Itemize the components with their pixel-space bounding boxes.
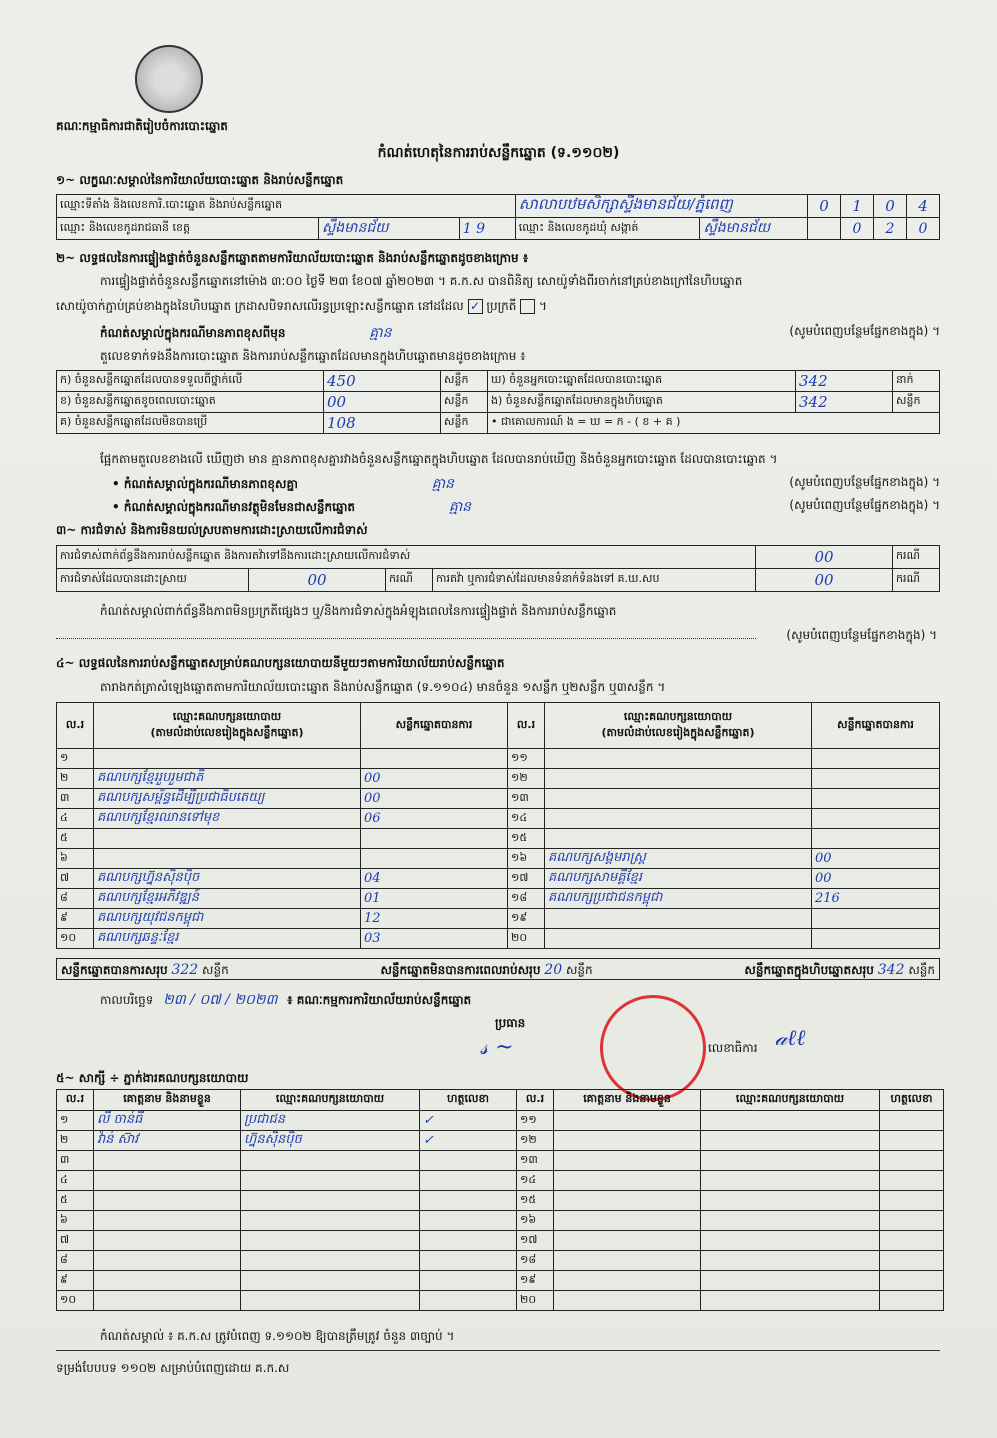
party-name xyxy=(94,849,361,869)
vote-count xyxy=(812,909,940,929)
vote-count xyxy=(361,829,508,849)
col-party-title: ឈ្មោះគណបក្សនយោបាយ xyxy=(172,709,282,723)
witness-signature xyxy=(880,1111,944,1131)
objection-table xyxy=(56,545,940,592)
row-number: ៣ xyxy=(57,1151,94,1171)
section3-note-suffix: (សូមបំពេញបន្ថែមផ្នែកខាងក្នុង) ។ xyxy=(786,628,937,642)
row-number: ១៤ xyxy=(508,809,545,829)
witness-party: ប្រជាជន xyxy=(241,1111,420,1131)
col-no: ល.រ xyxy=(508,703,545,749)
witness-name xyxy=(94,1151,241,1171)
totals-row xyxy=(56,958,940,980)
witness-name xyxy=(554,1171,701,1191)
count-value-c: 108 xyxy=(324,413,441,434)
row-number: ៩ xyxy=(57,909,94,929)
count-value-e: 342 xyxy=(796,392,893,413)
vote-count: 01 xyxy=(361,889,508,909)
table-row xyxy=(57,1151,944,1171)
table-row xyxy=(57,829,940,849)
objection-value: 00 xyxy=(756,546,893,569)
witness-name xyxy=(94,1191,241,1211)
col-no: ល.រ xyxy=(57,703,94,749)
secretary-label: លេខាធិការ xyxy=(708,1041,758,1055)
appeal-value: 00 xyxy=(756,569,893,592)
witness-signature: ✓ xyxy=(420,1111,517,1131)
total-invalid-value: 20 xyxy=(544,962,563,978)
total-ballots xyxy=(744,959,935,979)
footer-text: ទម្រង់បែបបទ ១១០២ សម្រាប់បំពេញដោយ គ.ក.ស xyxy=(56,1361,290,1375)
row-number: ១ xyxy=(57,749,94,769)
party-name xyxy=(545,769,812,789)
dotted-line xyxy=(56,638,756,639)
row-number: ៨ xyxy=(57,1251,94,1271)
vote-count xyxy=(812,929,940,949)
witness-name xyxy=(94,1291,241,1311)
count-unit: នាក់ xyxy=(893,371,940,392)
results-body xyxy=(57,749,940,949)
note1-label: កំណត់សម្គាល់ក្នុងករណីមានភាពខុសពីមុន xyxy=(100,326,286,340)
witness-party xyxy=(241,1271,420,1291)
table-row xyxy=(57,849,940,869)
unit: ករណី xyxy=(893,546,940,569)
row-number: ១០ xyxy=(57,929,94,949)
witness-name xyxy=(554,1291,701,1311)
witness-party xyxy=(701,1151,880,1171)
org-name: គណៈកម្មាធិការជាតិរៀបចំការបោះឆ្នោត xyxy=(56,119,228,133)
witness-name xyxy=(554,1151,701,1171)
section3-note: កំណត់សម្គាល់ពាក់ព័ន្ធនឹងភាពមិនប្រក្រតីផ្សេងៗ ឬ/និងការជំទាស់ក្នុងអំឡុងពេលនៃការផ្ទៀងផ្ទាត់ និងការរាប់សន្លឹកឆ្នោត xyxy=(100,604,617,618)
date-line xyxy=(100,990,471,1011)
section5-heading: ៥~ សាក្សី ÷ ភ្នាក់ងារគណបក្សនយោបាយ xyxy=(56,1071,249,1085)
total-ballots-value: 342 xyxy=(877,962,905,978)
party-name xyxy=(545,749,812,769)
official-seal xyxy=(600,995,706,1101)
table-row xyxy=(57,769,940,789)
col-party-sub: (តាមលំដាប់លេខរៀងក្នុងសន្លឹកឆ្នោត) xyxy=(150,725,304,739)
witness-name xyxy=(554,1271,701,1291)
code-digit: 4 xyxy=(907,195,940,218)
witness-name xyxy=(554,1111,701,1131)
row-number: ១៦ xyxy=(517,1211,554,1231)
witness-signature xyxy=(420,1211,517,1231)
vote-count xyxy=(812,809,940,829)
party-name: គណបក្សហ្វ៊ុនស៊ិនប៉ិច xyxy=(94,869,361,889)
note3-suffix: (សូមបំពេញបន្ថែមផ្នែកខាងក្នុង) ។ xyxy=(789,498,940,512)
witness-party xyxy=(701,1191,880,1211)
witness-signature xyxy=(420,1171,517,1191)
party-name: គណបក្សខ្មែរអភិវឌ្ឍន៍ xyxy=(94,889,361,909)
col-party xyxy=(94,703,361,749)
witness-party: ហ្វ៊ុនស៊ិនប៉ិច xyxy=(241,1131,420,1151)
total-valid-label: សន្លឹកឆ្នោតបានការសរុប xyxy=(61,963,168,977)
row-number: ៣ xyxy=(57,789,94,809)
witness-name xyxy=(94,1171,241,1191)
row-number: ១៤ xyxy=(517,1171,554,1191)
appeal-label: ការតវ៉ា ឬការជំទាស់ដែលមានទំនាក់ទំនងទៅ គ.ឃ.សប xyxy=(433,569,756,592)
row-number: ២ xyxy=(57,769,94,789)
footer-rule xyxy=(56,1350,940,1351)
code-digit: 1 xyxy=(841,195,874,218)
row-number: ៤ xyxy=(57,1171,94,1191)
row-number: ១៦ xyxy=(508,849,545,869)
location-label: ឈ្មោះទីតាំង និងលេខការិ.បោះឆ្នោត និងរាប់សន្លឹកឆ្នោត xyxy=(57,195,516,218)
row-number: ១៧ xyxy=(517,1231,554,1251)
row-number: ១២ xyxy=(517,1131,554,1151)
unit: សន្លឹក xyxy=(565,963,593,977)
row-number: ៩ xyxy=(57,1271,94,1291)
count-value-d: 342 xyxy=(796,371,893,392)
col-name: គោត្តនាម និងនាមខ្លួន xyxy=(554,1090,701,1111)
row-number: ៧ xyxy=(57,869,94,889)
col-votes: សន្លឹកឆ្នោតបានការ xyxy=(361,703,508,749)
witness-party xyxy=(241,1171,420,1191)
row-number: ៦ xyxy=(57,1211,94,1231)
count-unit: សន្លឹក xyxy=(441,413,488,434)
col-votes: សន្លឹកឆ្នោតបានការ xyxy=(812,703,940,749)
col-party: ឈ្មោះគណបក្សនយោបាយ xyxy=(701,1090,880,1111)
vote-count xyxy=(361,749,508,769)
witness-party xyxy=(241,1191,420,1211)
row-number: ២០ xyxy=(517,1291,554,1311)
formula: • ជាគោលការណ៍ ង = ឃ = ក - ( ខ + គ ) xyxy=(488,413,940,434)
row-number: ១៣ xyxy=(508,789,545,809)
witness-body xyxy=(57,1111,944,1311)
form-title: កំណត់ហេតុនៃការរាប់សន្លឹកឆ្នោត (ទ.១១០២) xyxy=(377,145,620,161)
witness-party xyxy=(701,1251,880,1271)
witness-party xyxy=(701,1231,880,1251)
witness-signature xyxy=(880,1271,944,1291)
col-party-sub: (តាមលំដាប់លេខរៀងក្នុងសន្លឹកឆ្នោត) xyxy=(601,725,755,739)
col-party: ឈ្មោះគណបក្សនយោបាយ xyxy=(241,1090,420,1111)
party-name: គណបក្សខ្មែរឈានទៅមុខ xyxy=(94,809,361,829)
total-valid-value: 322 xyxy=(171,962,199,978)
note2-value: គ្មាន xyxy=(431,476,454,492)
count-label-e: ង) ចំនួនសន្លឹកឆ្នោតដែលមានក្នុងហិបឆ្នោត xyxy=(488,392,796,413)
emblem-logo xyxy=(135,45,203,113)
party-name: គណបក្សសម្ព័ន្ធដើម្បីប្រជាធិបតេយ្យ xyxy=(94,789,361,809)
table-row xyxy=(57,1191,944,1211)
vote-count: 00 xyxy=(812,849,940,869)
witness-name xyxy=(554,1191,701,1211)
vote-count: 216 xyxy=(812,889,940,909)
col-sig: ហត្ថលេខា xyxy=(420,1090,517,1111)
location-value: សាលាបឋមសិក្សាស្ទឹងមានជ័យ/ភ្នំពេញ xyxy=(515,195,807,218)
section5-note: កំណត់សម្គាល់ ៖ គ.ក.ស ត្រូវបំពេញ ទ.១១០២ ឱ្យបានត្រឹមត្រូវ ចំនួន ៣ច្បាប់ ។ xyxy=(100,1329,455,1343)
table-row xyxy=(57,1111,944,1131)
row-number: ១ xyxy=(57,1111,94,1131)
witness-party xyxy=(701,1211,880,1231)
para2-text: សោយ៉ូចាក់ភ្ជាប់គ្រប់ខាងក្នុងនៃហិបឆ្នោត ក្រដាសបិទរាសលើរន្ធប្រឡោះសន្លឹកឆ្នោត នៅដដែល xyxy=(56,299,464,313)
table-row xyxy=(57,909,940,929)
col-sig: ហត្ថលេខា xyxy=(880,1090,944,1111)
code-digit: 0 xyxy=(808,195,841,218)
section1-heading: ១~ លក្ខណៈសម្គាល់នៃការិយាល័យបោះឆ្នោត និងរាប់សន្លឹកឆ្នោត xyxy=(56,173,344,187)
row-number: ៧ xyxy=(57,1231,94,1251)
col-no: ល.រ xyxy=(517,1090,554,1111)
witness-signature xyxy=(420,1231,517,1251)
province-value: ស្ទឹងមានជ័យ xyxy=(318,218,459,240)
party-name: គណបក្សឆន្ទៈខ្មែរ xyxy=(94,929,361,949)
secretary-signature: 𝒶ℓℓ xyxy=(775,1026,806,1051)
witness-party xyxy=(701,1111,880,1131)
table-row xyxy=(57,1211,944,1231)
table-row xyxy=(57,1231,944,1251)
total-invalid xyxy=(381,959,593,979)
party-name xyxy=(545,809,812,829)
count-label-b: ខ) ចំនួនសន្លឹកឆ្នោតខូចពេលបោះឆ្នោត xyxy=(57,392,324,413)
witness-signature xyxy=(880,1251,944,1271)
note2-suffix: (សូមបំពេញបន្ថែមផ្នែកខាងក្នុង) ។ xyxy=(789,475,940,489)
section2-para1: ការផ្ទៀងផ្ទាត់ចំនួនសន្លឹកឆ្នោតនៅម៉ោង ៣:០០ ថ្ងៃទី ២៣ ខែ០៧ ឆ្នាំ២០២៣ ។ គ.ក.ស បានពិនិត្យ សោយ៉ូទាំងពីរចាក់នៅគ្រប់ខាងក្រៅនៃហិបឆ្នោត xyxy=(100,274,743,288)
objection-label: ការជំទាស់ពាក់ព័ន្ធនឹងការរាប់សន្លឹកឆ្នោត និងការតវ៉ាទៅនឹងការដោះស្រាយលើការជំទាស់ xyxy=(57,546,756,569)
party-name: គណបក្សខ្មែររួបរួមជាតិ xyxy=(94,769,361,789)
table-row xyxy=(57,1131,944,1151)
vote-count: 03 xyxy=(361,929,508,949)
witness-signature xyxy=(420,1151,517,1171)
witness-name xyxy=(94,1211,241,1231)
committee-label: ៖ គណៈកម្មការការិយាល័យរាប់សន្លឹកឆ្នោត xyxy=(287,993,472,1007)
count-value-b: 00 xyxy=(324,392,441,413)
party-name: គណបក្សសាមគ្គីខ្មែរ xyxy=(545,869,812,889)
witness-name: វ៉ាន់ ស៊ាវ xyxy=(94,1131,241,1151)
unit: សន្លឹក xyxy=(202,963,229,977)
vote-count xyxy=(812,749,940,769)
chair-signature: 𝓈 ~ xyxy=(480,1035,514,1060)
row-number: ៥ xyxy=(57,1191,94,1211)
party-name xyxy=(545,929,812,949)
table-row xyxy=(57,1271,944,1291)
row-number: ២ xyxy=(57,1131,94,1151)
commune-label: ឈ្មោះ និងលេខកូដឃុំ សង្កាត់ xyxy=(515,218,700,240)
code-digit: 2 xyxy=(874,218,907,240)
section2-para4: ផ្អែកតាមតួលេខខាងលើ ឃើញថា មាន គ្មានភាពខុសគ្នារវាងចំនួនសន្លឹកឆ្នោតក្នុងហិបឆ្នោត ដែលបានរាប់ឃើញ និងចំនួនអ្នកបោះឆ្នោត ដែលបានបោះឆ្នោត ។ xyxy=(100,452,778,466)
witness-name xyxy=(554,1231,701,1251)
note1 xyxy=(100,323,940,344)
witness-party xyxy=(241,1211,420,1231)
row-number: ១៨ xyxy=(508,889,545,909)
witness-signature xyxy=(420,1291,517,1311)
vote-count: 00 xyxy=(361,769,508,789)
total-valid xyxy=(61,959,229,979)
section2-para2: សោយ៉ូចាក់ភ្ជាប់គ្រប់ខាងក្នុងនៃហិបឆ្នោត ក្រដាសបិទរាសលើរន្ធប្រឡោះសន្លឹកឆ្នោត នៅដដែល ✓ ប្រក្រតី ។ xyxy=(56,299,547,313)
row-number: ១៣ xyxy=(517,1151,554,1171)
code-digit: 0 xyxy=(841,218,874,240)
table-row xyxy=(57,1171,944,1191)
row-number: ១៥ xyxy=(517,1191,554,1211)
witness-signature: ✓ xyxy=(420,1131,517,1151)
witness-signature xyxy=(880,1191,944,1211)
row-number: ៨ xyxy=(57,889,94,909)
witness-name xyxy=(554,1211,701,1231)
witness-party xyxy=(701,1131,880,1151)
resolved-label: ការជំទាស់ដែលបានដោះស្រាយ xyxy=(57,569,249,592)
witness-signature xyxy=(880,1231,944,1251)
witness-party xyxy=(701,1171,880,1191)
party-name: គណបក្សសង្គមរាស្ត្រ xyxy=(545,849,812,869)
table-row xyxy=(57,1251,944,1271)
note3-label: • កំណត់សម្គាល់ក្នុងករណីមានវត្ថុមិនមែនជាសន្លឹកឆ្នោត xyxy=(112,500,355,514)
count-unit: សន្លឹក xyxy=(441,371,488,392)
row-number: ១០ xyxy=(57,1291,94,1311)
section2-para3: តួលេខទាក់ទងនឹងការបោះឆ្នោត និងការរាប់សន្លឹកឆ្នោតដែលមានក្នុងហិបឆ្នោតមានដូចខាងក្រោម ៖ xyxy=(100,349,526,363)
note2-label: • កំណត់សម្គាល់ក្នុងករណីមានភាពខុសគ្នា xyxy=(112,477,298,491)
witness-signature xyxy=(880,1131,944,1151)
witness-name xyxy=(554,1251,701,1271)
witness-name: លី ចាន់ធី xyxy=(94,1111,241,1131)
blank-cell xyxy=(808,218,841,240)
table-row xyxy=(57,1291,944,1311)
vote-count: 00 xyxy=(361,789,508,809)
party-name: គណបក្សប្រជាជនកម្ពុជា xyxy=(545,889,812,909)
table-row xyxy=(57,889,940,909)
row-number: ៥ xyxy=(57,829,94,849)
count-value-a: 450 xyxy=(324,371,441,392)
table-row xyxy=(57,749,940,769)
witness-signature xyxy=(420,1251,517,1271)
party-name xyxy=(545,789,812,809)
col-party-title: ឈ្មោះគណបក្សនយោបាយ xyxy=(623,709,733,723)
vote-count xyxy=(812,769,940,789)
witness-party xyxy=(701,1271,880,1291)
party-name xyxy=(94,829,361,849)
chair-label: ប្រធាន xyxy=(495,1016,526,1030)
date-value: ២៣ / ០៧ / ២០២៣ xyxy=(163,992,278,1008)
table-row xyxy=(57,809,940,829)
option-normal: ប្រក្រតី xyxy=(486,299,517,313)
witness-party xyxy=(241,1231,420,1251)
table-row xyxy=(57,789,940,809)
section4-intro: តារាងកត់ត្រាសំឡេងឆ្នោតតាមការិយាល័យបោះឆ្នោត និងរាប់សន្លឹកឆ្នោត (ទ.១១០៤) មានចំនួន ១សន្លឹក ឬ២សន្លឹក ឬ៣សន្លឹក ។ xyxy=(100,680,666,694)
vote-count xyxy=(812,789,940,809)
row-number: ១៥ xyxy=(508,829,545,849)
note2 xyxy=(112,474,940,495)
checkbox-checked: ✓ xyxy=(468,299,483,314)
total-invalid-label: សន្លឹកឆ្នោតមិនបានការពេលរាប់សរុប xyxy=(380,963,541,977)
row-number: ១១ xyxy=(517,1111,554,1131)
party-name: គណបក្សយុវជនកម្ពុជា xyxy=(94,909,361,929)
row-number: ១៨ xyxy=(517,1251,554,1271)
witness-name xyxy=(94,1271,241,1291)
note1-value: គ្មាន xyxy=(369,325,392,341)
table-row xyxy=(57,869,940,889)
section1-table xyxy=(56,194,940,240)
witness-name xyxy=(94,1251,241,1271)
witness-name xyxy=(554,1131,701,1151)
resolved-value: 00 xyxy=(249,569,386,592)
row-number: ៤ xyxy=(57,809,94,829)
commune-value: ស្ទឹងមានជ័យ xyxy=(700,218,808,240)
col-no: ល.រ xyxy=(57,1090,94,1111)
witness-signature xyxy=(880,1211,944,1231)
col-party xyxy=(545,703,812,749)
witness-name xyxy=(94,1231,241,1251)
count-label-d: ឃ) ចំនួនអ្នកបោះឆ្នោតដែលបានបោះឆ្នោត xyxy=(488,371,796,392)
witness-party xyxy=(241,1251,420,1271)
witness-party xyxy=(701,1291,880,1311)
section4-heading: ៤~ លទ្ធផលនៃការរាប់សន្លឹកឆ្នោតសម្រាប់គណបក្សនយោបាយនីមួយៗតាមការិយាល័យរាប់សន្លឹកឆ្នោត xyxy=(56,656,505,670)
row-number: ៦ xyxy=(57,849,94,869)
row-number: ១១ xyxy=(508,749,545,769)
section3-heading: ៣~ ការជំទាស់ និងការមិនយល់ស្របតាមការដោះស្រាយលើការជំទាស់ xyxy=(56,523,368,537)
count-label-a: ក) ចំនួនសន្លឹកឆ្នោតដែលបានទទួលពីថ្នាក់លើ xyxy=(57,371,324,392)
vote-count: 04 xyxy=(361,869,508,889)
witness-signature xyxy=(880,1151,944,1171)
row-number: ២០ xyxy=(508,929,545,949)
unit: ករណី xyxy=(386,569,433,592)
vote-count: 00 xyxy=(812,869,940,889)
row-number: ១៧ xyxy=(508,869,545,889)
vote-count xyxy=(812,829,940,849)
unit: សន្លឹក xyxy=(908,963,935,977)
witness-table xyxy=(56,1089,944,1311)
table-row xyxy=(57,929,940,949)
party-name xyxy=(545,829,812,849)
checkbox-empty xyxy=(520,299,535,314)
col-name: គោត្តនាម និងនាមខ្លួន xyxy=(94,1090,241,1111)
row-number: ១៩ xyxy=(508,909,545,929)
witness-signature xyxy=(880,1171,944,1191)
section2-heading: ២~ លទ្ធផលនៃការផ្ទៀងផ្ទាត់ចំនួនសន្លឹកឆ្នោតតាមការិយាល័យបោះឆ្នោត និងរាប់សន្លឹកឆ្នោតដូចខាងក្រោម ៖ xyxy=(56,251,529,265)
count-unit: សន្លឹក xyxy=(441,392,488,413)
count-unit: សន្លឹក xyxy=(893,392,940,413)
results-table xyxy=(56,702,940,949)
witness-signature xyxy=(880,1291,944,1311)
witness-party xyxy=(241,1151,420,1171)
witness-party xyxy=(241,1291,420,1311)
province-code: 1 9 xyxy=(459,218,515,240)
row-number: ១៩ xyxy=(517,1271,554,1291)
code-digit: 0 xyxy=(874,195,907,218)
count-label-c: គ) ចំនួនសន្លឹកឆ្នោតដែលមិនបានប្រើ xyxy=(57,413,324,434)
vote-count xyxy=(361,849,508,869)
total-ballots-label: សន្លឹកឆ្នោតក្នុងហិបឆ្នោតសរុប xyxy=(744,963,874,977)
party-name xyxy=(545,909,812,929)
row-number: ១២ xyxy=(508,769,545,789)
vote-count: 06 xyxy=(361,809,508,829)
note3 xyxy=(112,497,940,518)
code-digit: 0 xyxy=(907,218,940,240)
note3-value: គ្មាន xyxy=(448,499,472,515)
note1-suffix: (សូមបំពេញបន្ថែមផ្នែកខាងក្នុង) ។ xyxy=(789,324,940,338)
witness-signature xyxy=(420,1191,517,1211)
province-label: ឈ្មោះ និងលេខកូដរាជធានី ខេត្ត xyxy=(57,218,319,240)
date-label: កាលបរិច្ឆេទ xyxy=(100,993,154,1007)
party-name xyxy=(94,749,361,769)
unit: ករណី xyxy=(893,569,940,592)
counts-table xyxy=(56,370,940,434)
vote-count: 12 xyxy=(361,909,508,929)
witness-signature xyxy=(420,1271,517,1291)
